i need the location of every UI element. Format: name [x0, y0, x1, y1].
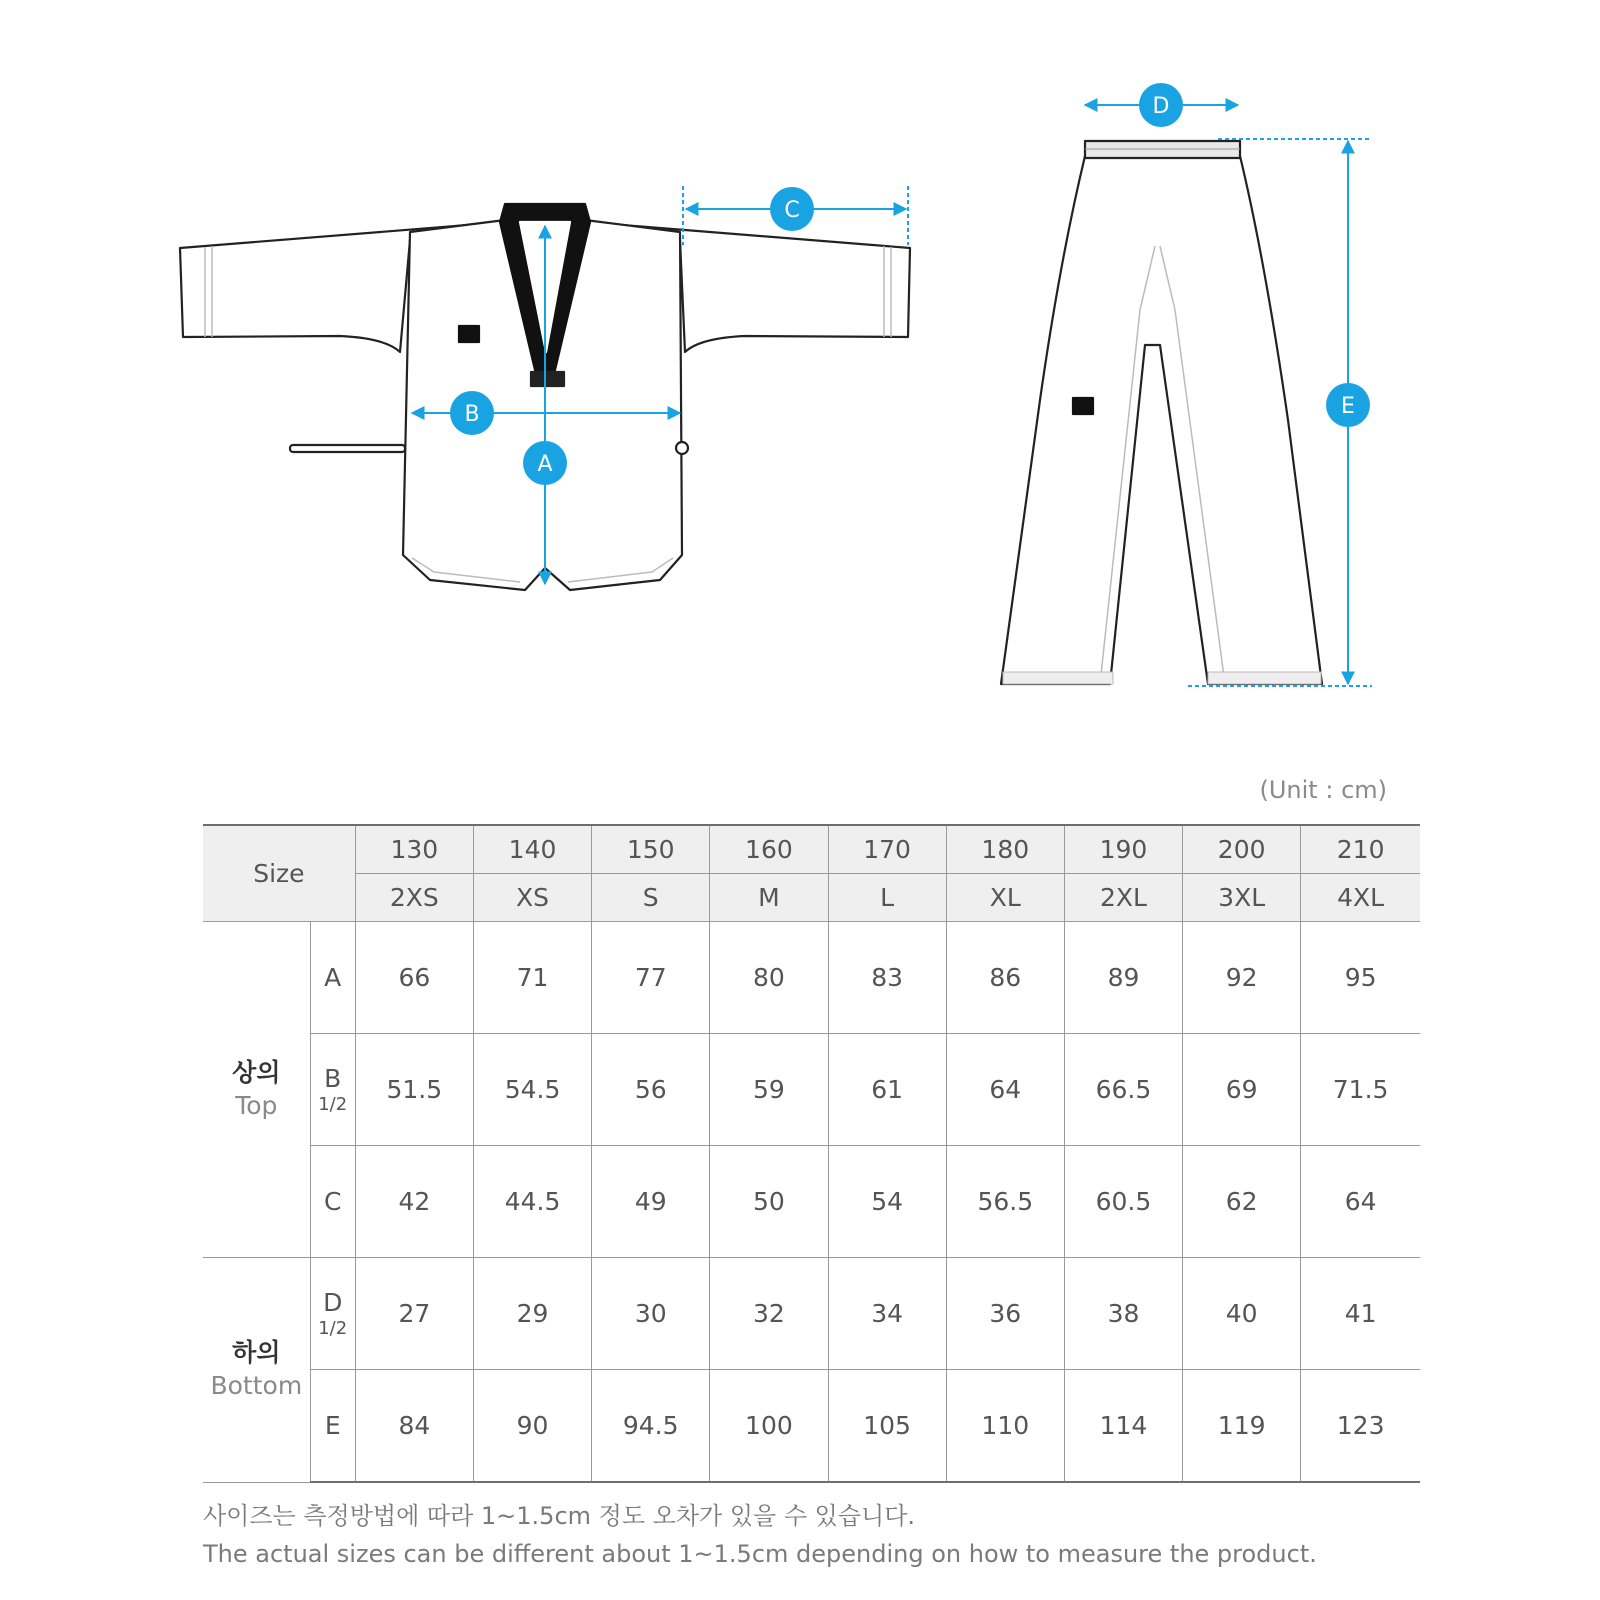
size-code-cell: 4XL — [1301, 874, 1420, 922]
height-cell: 130 — [355, 825, 473, 874]
value-cell: 49 — [592, 1146, 710, 1258]
marker-b — [450, 391, 494, 435]
size-label: Size — [203, 825, 355, 922]
marker-c — [770, 187, 814, 231]
height-cell: 180 — [946, 825, 1064, 874]
measure-letter: C — [310, 1146, 355, 1258]
value-cell: 60.5 — [1064, 1146, 1182, 1258]
bottom-label-korean: 하의 — [232, 1338, 281, 1368]
value-cell: 34 — [828, 1258, 946, 1370]
top-label-english: Top — [235, 1090, 278, 1120]
value-cell: 54.5 — [473, 1034, 591, 1146]
height-cell: 160 — [710, 825, 828, 874]
value-cell: 27 — [355, 1258, 473, 1370]
value-cell: 50 — [710, 1146, 828, 1258]
value-cell: 41 — [1301, 1258, 1420, 1370]
value-cell: 123 — [1301, 1370, 1420, 1483]
unit-note: (Unit : cm) — [1259, 776, 1387, 804]
height-cell: 150 — [592, 825, 710, 874]
size-code-cell: L — [828, 874, 946, 922]
size-code-cell: XL — [946, 874, 1064, 922]
value-cell: 56 — [592, 1034, 710, 1146]
marker-a — [523, 441, 567, 485]
height-cell: 190 — [1064, 825, 1182, 874]
height-cell: 140 — [473, 825, 591, 874]
value-cell: 71.5 — [1301, 1034, 1420, 1146]
table-row-top-b — [203, 1034, 1420, 1146]
svg-text:C: C — [784, 198, 800, 223]
value-cell: 114 — [1064, 1370, 1182, 1483]
height-cell: 210 — [1301, 825, 1420, 874]
table-row-bottom-e — [203, 1370, 1420, 1483]
value-cell: 64 — [946, 1034, 1064, 1146]
svg-text:E: E — [1341, 394, 1355, 419]
measure-letter: E — [310, 1370, 355, 1483]
value-cell: 36 — [946, 1258, 1064, 1370]
value-cell: 54 — [828, 1146, 946, 1258]
marker-e — [1326, 383, 1370, 427]
marker-d — [1139, 83, 1183, 127]
value-cell: 110 — [946, 1370, 1064, 1483]
value-cell: 80 — [710, 922, 828, 1034]
svg-text:D: D — [1152, 94, 1170, 119]
height-cell: 200 — [1183, 825, 1301, 874]
height-header-row — [203, 825, 1420, 874]
height-cell: 170 — [828, 825, 946, 874]
value-cell: 94.5 — [592, 1370, 710, 1483]
value-cell: 42 — [355, 1146, 473, 1258]
value-cell: 119 — [1183, 1370, 1301, 1483]
value-cell: 89 — [1064, 922, 1182, 1034]
value-cell: 83 — [828, 922, 946, 1034]
value-cell: 71 — [473, 922, 591, 1034]
value-cell: 62 — [1183, 1146, 1301, 1258]
top-label-korean: 상의 — [232, 1058, 281, 1087]
svg-text:A: A — [537, 452, 553, 477]
english-note: The actual sizes can be different about 1~1.5cm depending on how to measure the product. — [203, 1540, 1317, 1568]
value-cell: 40 — [1183, 1258, 1301, 1370]
svg-text:B: B — [464, 402, 480, 427]
measure-letter: A — [310, 922, 355, 1034]
size-code-cell: 3XL — [1183, 874, 1301, 922]
value-cell: 38 — [1064, 1258, 1182, 1370]
bottom-label-english: Bottom — [210, 1370, 303, 1400]
bottom-group-label — [203, 1258, 310, 1483]
value-cell: 30 — [592, 1258, 710, 1370]
measure-letter: B 1/2 — [310, 1034, 355, 1146]
size-code-cell: 2XL — [1064, 874, 1182, 922]
value-cell: 56.5 — [946, 1146, 1064, 1258]
table-row-top-c — [203, 1146, 1420, 1258]
size-code-cell: XS — [473, 874, 591, 922]
half-note: 1/2 — [318, 1093, 348, 1115]
korean-note: 사이즈는 측정방법에 따라 1~1.5cm 정도 오차가 있을 수 있습니다. — [203, 1502, 916, 1530]
value-cell: 44.5 — [473, 1146, 591, 1258]
value-cell: 66 — [355, 922, 473, 1034]
value-cell: 86 — [946, 922, 1064, 1034]
measure-letter: D 1/2 — [310, 1258, 355, 1370]
value-cell: 92 — [1183, 922, 1301, 1034]
value-cell: 61 — [828, 1034, 946, 1146]
value-cell: 64 — [1301, 1146, 1420, 1258]
half-note: 1/2 — [318, 1317, 348, 1339]
value-cell: 59 — [710, 1034, 828, 1146]
size-code-row — [203, 874, 1420, 922]
value-cell: 95 — [1301, 922, 1420, 1034]
value-cell: 90 — [473, 1370, 591, 1483]
value-cell: 69 — [1183, 1034, 1301, 1146]
table-row-bottom-d — [203, 1258, 1420, 1370]
size-code-cell: M — [710, 874, 828, 922]
value-cell: 77 — [592, 922, 710, 1034]
table-row-top-a — [203, 922, 1420, 1034]
value-cell: 105 — [828, 1370, 946, 1483]
value-cell: 51.5 — [355, 1034, 473, 1146]
size-chart-table — [203, 824, 1420, 1483]
value-cell: 32 — [710, 1258, 828, 1370]
measurement-diagram — [0, 0, 1600, 740]
size-code-cell: S — [592, 874, 710, 922]
value-cell: 84 — [355, 1370, 473, 1483]
size-code-cell: 2XS — [355, 874, 473, 922]
value-cell: 66.5 — [1064, 1034, 1182, 1146]
pants-illustration — [1001, 141, 1322, 684]
value-cell: 29 — [473, 1258, 591, 1370]
value-cell: 100 — [710, 1370, 828, 1483]
top-group-label — [203, 922, 310, 1258]
